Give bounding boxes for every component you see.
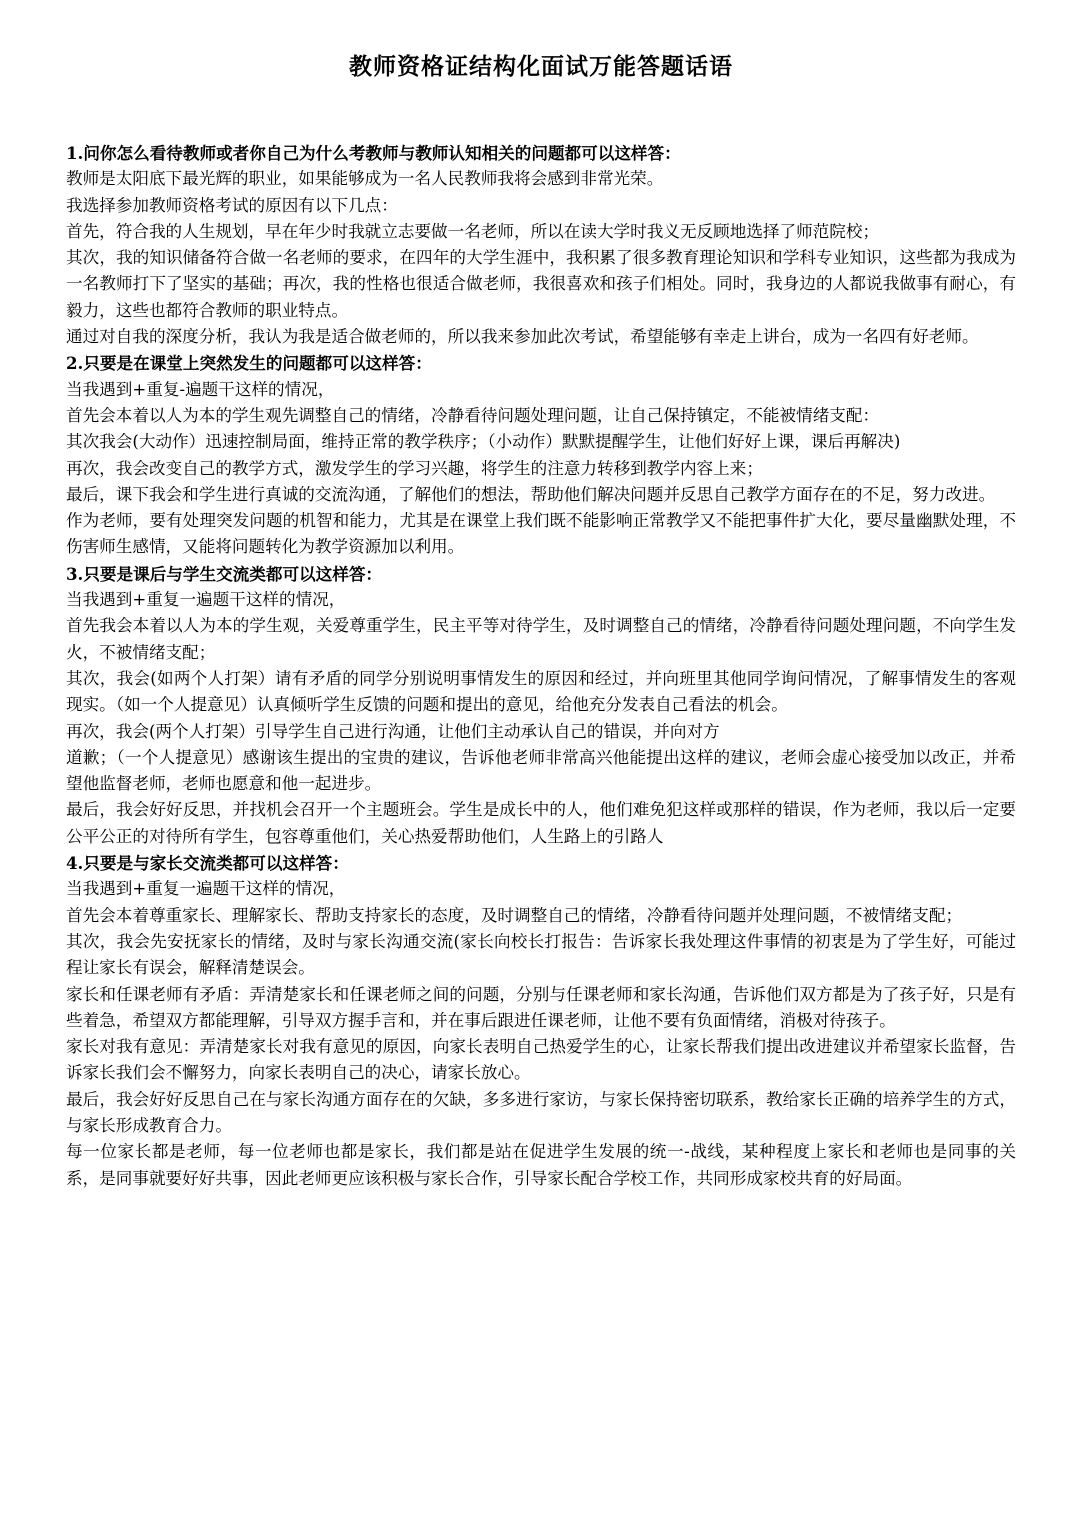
paragraph: 教师是太阳底下最光辉的职业，如果能够成为一名人民教师我将会感到非常光荣。: [66, 169, 664, 189]
paragraph: 每一位家长都是老师，每一位老师也都是家长，我们都是站在促进学生发展的统一-战线，某种程度上家长和老师也是同事的关系，是同事就要好好共事，因此老师更应该积极与家长合作，引导家长配合学校工作，共同形成家校共育的好局面。: [66, 1142, 1016, 1188]
section-heading: 4.只要是与家长交流类都可以这样答：: [66, 853, 349, 874]
paragraph: 首先我会本着以人为本的学生观，关爱尊重学生，民主平等对待学生，及时调整自己的情绪，冷静看待问题处理问题，不向学生发火，不被情绪支配；: [66, 616, 1016, 662]
section-1: [66, 140, 1016, 350]
section-heading: 3.只要是课后与学生交流类都可以这样答：: [66, 563, 383, 584]
paragraph: 作为老师，要有处理突发问题的机智和能力，尤其是在课堂上我们既不能影响正常教学又不能把事件扩大化，要尽量幽默处理，不伤害师生感情，又能将问题转化为教学资源加以利用。: [66, 511, 1016, 557]
paragraph: 其次我会(大动作）迅速控制局面，维持正常的教学秩序；（小动作）默默提醒学生，让他们好好上课，课后再解决): [66, 432, 901, 452]
paragraph: 当我遇到+重复一遍题干这样的情况，: [66, 879, 346, 899]
paragraph: 最后，课下我会和学生进行真诚的交流沟通，了解他们的想法，帮助他们解决问题并反思自己教学方面存在的不足，努力改进。: [66, 484, 996, 504]
paragraph: 再次，我会改变自己的教学方式，激发学生的学习兴趣，将学生的注意力转移到教学内容上来；: [66, 458, 763, 478]
paragraph: 我选择参加教师资格考试的原因有以下几点：: [66, 195, 398, 215]
section-2: [66, 350, 1016, 560]
paragraph: 通过对自我的深度分析，我认为我是适合做老师的，所以我来参加此次考试，希望能够有幸走上讲台，成为一名四有好老师。: [66, 327, 979, 347]
section-4: [66, 850, 1016, 1192]
section-heading: 2.只要是在课堂上突然发生的问题都可以这样答：: [66, 353, 432, 374]
paragraph: 道歉；（一个人提意见）感谢该生提出的宝贵的建议，告诉他老师非常高兴他能提出这样的建议，老师会虚心接受加以改正，并希望他监督老师，老师也愿意和他一起进步。: [66, 747, 1016, 794]
section-heading: 1.问你怎么看待教师或者你自己为什么考教师与教师认知相关的问题都可以这样答：: [66, 143, 681, 163]
paragraph: 最后，我会好好反思，并找机会召开一个主题班会。学生是成长中的人，他们难免犯这样或那样的错误，作为老师，我以后一定要公平公正的对待所有学生，包容尊重他们，关心热爱帮助他们，人生路上的引路人: [66, 800, 1016, 846]
paragraph: 最后，我会好好反思自己在与家长沟通方面存在的欠缺，多多进行家访，与家长保持密切联系，教给家长正确的培养学生的方式，与家长形成教育合力。: [66, 1089, 1016, 1135]
document-body: [66, 140, 1016, 1192]
paragraph: 当我遇到+重复一遍题干这样的情况，: [66, 590, 346, 610]
paragraph: 再次，我会(两个人打架）引导学生自己进行沟通，让他们主动承认自己的错误，并向对方: [66, 721, 720, 741]
paragraph: 家长对我有意见：弄清楚家长对我有意见的原因，向家长表明自己热爱学生的心，让家长帮我们提出改进建议并希望家长监督，告诉家长我们会不懈努力，向家长表明自己的决心，请家长放心。: [66, 1037, 1016, 1083]
paragraph: 家长和任课老师有矛盾：弄清楚家长和任课老师之间的问题，分别与任课老师和家长沟通，告诉他们双方都是为了孩子好，只是有些着急，希望双方都能理解，引导双方握手言和，并在事后跟进任课老师，让他不要有负面情绪，消极对待孩子。: [66, 984, 1016, 1030]
paragraph: 其次，我会(如两个人打架）请有矛盾的同学分别说明事情发生的原因和经过，并向班里其他同学询问情况，了解事情发生的客观现实。（如一个人提意见）认真倾听学生反馈的问题和提出的意见，给他充分发表自己看法的机会。: [66, 668, 1016, 715]
paragraph: 首先，符合我的人生规划，早在年少时我就立志要做一名老师，所以在读大学时我义无反顾地选择了师范院校；: [66, 221, 880, 241]
paragraph: 其次，我的知识储备符合做一名老师的要求，在四年的大学生涯中，我积累了很多教育理论知识和学科专业知识，这些都为我成为一名教师打下了坚实的基础；再次，我的性格也很适合做老师，我很喜欢和孩子们相处。同时，我身边的人都说我做事有耐心，有毅力，这些也都符合教师的职业特点。: [66, 248, 1016, 320]
document-title: 教师资格证结构化面试万能答题话语: [349, 53, 733, 80]
paragraph: 当我遇到+重复-遍题干这样的情况，: [66, 379, 335, 399]
paragraph: 首先会本着以人为本的学生观先调整自己的情绪，冷静看待问题处理问题，让自己保持镇定，不能被情绪支配：: [66, 405, 880, 425]
paragraph: 其次，我会先安抚家长的情绪，及时与家长沟通交流(家长向校长打报告：告诉家长我处理这件事情的初衷是为了学生好，可能过程让家长有误会，解释清楚误会。: [66, 931, 1016, 978]
section-3: [66, 561, 1016, 850]
paragraph: 首先会本着尊重家长、理解家长、帮助支持家长的态度，及时调整自己的情绪，冷静看待问题并处理问题，不被情绪支配；: [66, 905, 963, 925]
